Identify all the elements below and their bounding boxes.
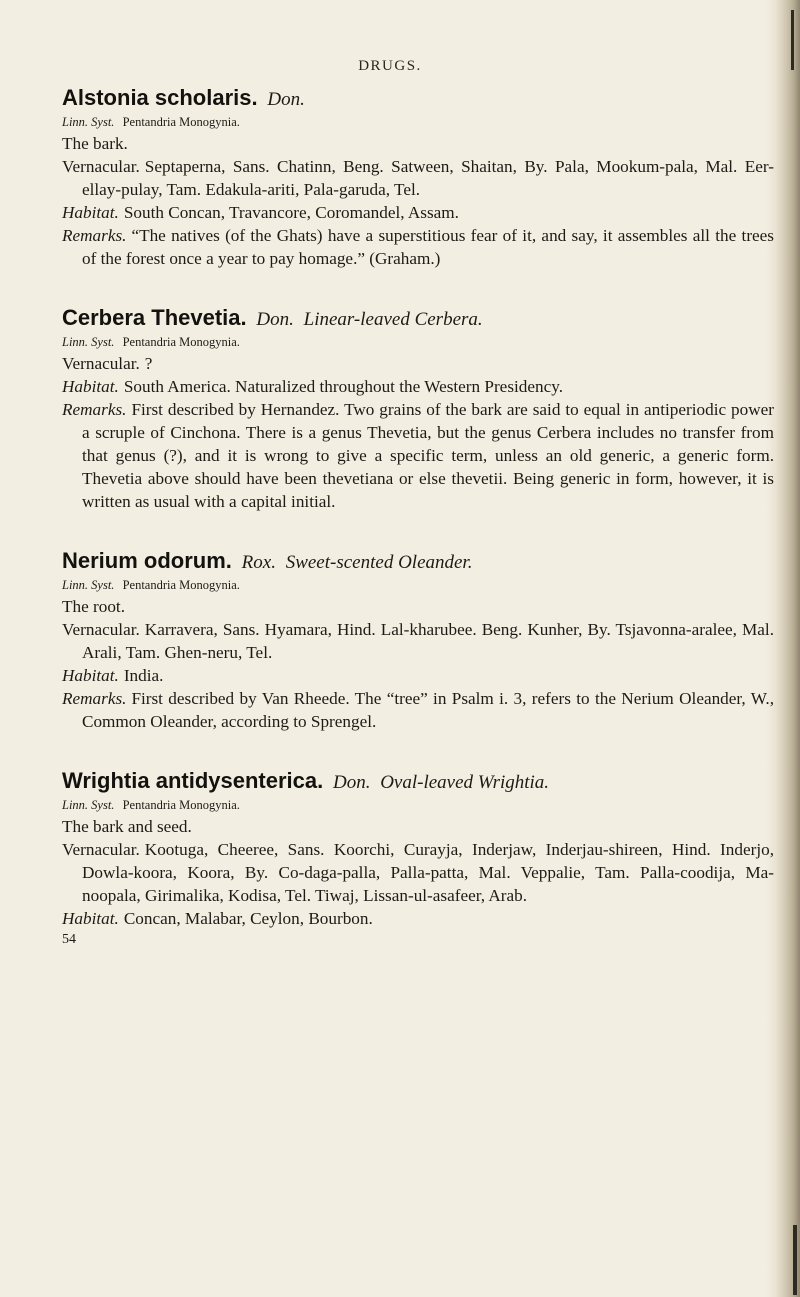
vernacular-names: Kootuga, Cheeree, Sans. Koorchi, Curayja, Inderjaw, Inderjau-shireen, Hind. Inderjo, Dowla-koora, Koora, By. Co-daga-palla, Palla-patta, Mal. Veppalie, Tam. Palla-coodija, Ma-noopala, Girimalika, Kodisa, Tel. Tiwaj, Lissan-ul-asafeer, Arab.: [82, 840, 774, 905]
remarks-paragraph: [62, 687, 774, 733]
entry-title: [62, 767, 774, 797]
vernacular-paragraph: [62, 352, 774, 375]
entry-authority: Don.: [332, 772, 371, 793]
linn-class: Pentandria Monogynia.: [122, 798, 240, 812]
entry-common-name: Sweet-scented Oleander.: [285, 552, 473, 573]
entry-genus: Nerium odorum.: [62, 548, 232, 573]
vernacular-names: Karravera, Sans. Hyamara, Hind. Lal-kharubee. Beng. Kunher, By. Tsjavonna-aralee, Mal. Arali, Tam. Ghen-neru, Tel.: [82, 620, 774, 662]
habitat-paragraph: [62, 201, 774, 224]
vernacular-names: ?: [144, 354, 153, 373]
entry-nerium: [62, 547, 774, 733]
linnaean-system: [62, 334, 774, 351]
running-header: DRUGS.: [358, 58, 422, 74]
entry-common-name: Linear-leaved Cerbera.: [303, 309, 483, 330]
remarks-paragraph: [62, 224, 774, 270]
remarks-label: Remarks.: [62, 689, 127, 708]
linn-label: Linn. Syst.: [62, 115, 115, 129]
habitat-text: South Concan, Travancore, Coromandel, Assam.: [123, 203, 459, 222]
part-used: The bark and seed.: [62, 817, 192, 836]
page-edge-line: [793, 1225, 797, 1295]
habitat-text: India.: [123, 666, 164, 685]
linn-label: Linn. Syst.: [62, 578, 115, 592]
entry-authority: Don.: [267, 89, 305, 110]
remarks-paragraph: [62, 398, 774, 513]
entry-title: [62, 547, 774, 577]
habitat-label: Habitat.: [62, 203, 119, 222]
entry-genus: Alstonia scholaris.: [62, 85, 258, 110]
entry-common-name: Oval-leaved Wrightia.: [380, 772, 550, 793]
habitat-label: Habitat.: [62, 377, 119, 396]
entry-title: [62, 304, 774, 334]
entry-authority: Rox.: [241, 552, 276, 573]
entry-wrightia: [62, 767, 774, 948]
linn-class: Pentandria Monogynia.: [122, 115, 240, 129]
entry-alstonia: [62, 84, 774, 270]
vernacular-paragraph: [62, 155, 774, 201]
remarks-label: Remarks.: [62, 226, 127, 245]
entry-cerbera: [62, 304, 774, 513]
habitat-paragraph: [62, 375, 774, 398]
part-used: The bark.: [62, 134, 128, 153]
entry-genus: Wrightia antidysenterica.: [62, 768, 324, 793]
linnaean-system: [62, 114, 774, 131]
page-content: [62, 82, 774, 948]
vernacular-label: Vernacular.: [62, 157, 140, 176]
vernacular-names: Septaperna, Sans. Chatinn, Beng. Satween, Shaitan, By. Pala, Mookum-pala, Mal. Eer-ellay-pulay, Tam. Edakula-ariti, Pala-garuda, Tel.: [82, 157, 774, 199]
habitat-label: Habitat.: [62, 666, 119, 685]
entry-genus: Cerbera Thevetia.: [62, 305, 247, 330]
vernacular-label: Vernacular.: [62, 620, 140, 639]
vernacular-paragraph: [62, 838, 774, 907]
remarks-text: First described by Hernandez. Two grains of the bark are said to equal in antiperiodic power a scruple of Cinchona. There is a genus Thevetia, but the genus Cerbera includes no transfer from that genus (?), and it is wrong to give a specific term, unless an old generic, a generic form. Thevetia above should have been thevetiana or else thevetii. Being generic in form, however, it is written as usual with a capital initial.: [82, 400, 774, 511]
vernacular-paragraph: [62, 618, 774, 664]
habitat-text: South America. Naturalized throughout the Western Presidency.: [123, 377, 563, 396]
linnaean-system: [62, 797, 774, 814]
habitat-paragraph: [62, 664, 774, 687]
entry-authority: Don.: [256, 309, 294, 330]
vernacular-label: Vernacular.: [62, 354, 140, 373]
habitat-label: Habitat.: [62, 909, 119, 928]
habitat-text: Concan, Malabar, Ceylon, Bourbon.: [123, 909, 373, 928]
linn-class: Pentandria Monogynia.: [122, 578, 240, 592]
remarks-text: “The natives (of the Ghats) have a superstitious fear of it, and say, it assembles all the trees of the forest once a year to pay homage.” (Graham.): [82, 226, 774, 268]
part-used: The root.: [62, 597, 126, 616]
remarks-label: Remarks.: [62, 400, 127, 419]
linn-label: Linn. Syst.: [62, 335, 115, 349]
linn-class: Pentandria Monogynia.: [122, 335, 240, 349]
remarks-text: First described by Van Rheede. The “tree” in Psalm i. 3, refers to the Nerium Oleander, W., Common Oleander, according to Sprengel.: [82, 689, 774, 731]
linnaean-system: [62, 577, 774, 594]
page-edge-line: [791, 10, 794, 70]
habitat-paragraph: [62, 907, 774, 930]
linn-label: Linn. Syst.: [62, 798, 115, 812]
page-number: 54: [62, 932, 76, 947]
vernacular-label: Vernacular.: [62, 840, 140, 859]
entry-title: [62, 84, 774, 114]
